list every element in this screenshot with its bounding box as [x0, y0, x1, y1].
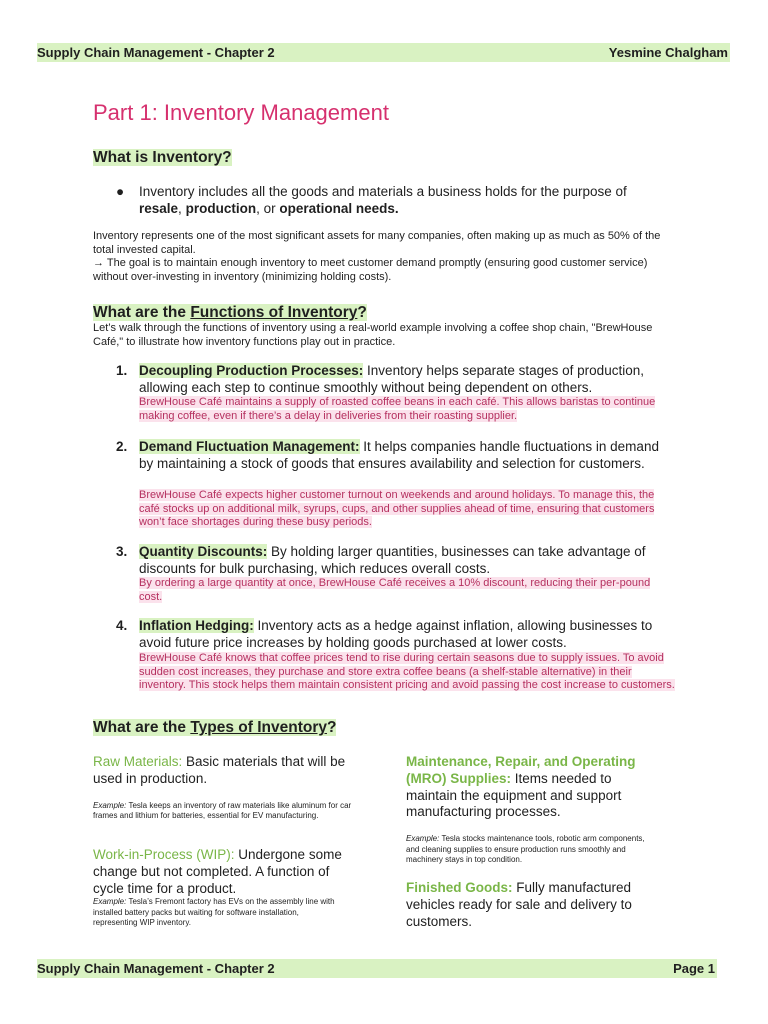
example-text: BrewHouse Café maintains a supply of roasted coffee beans in each café. This allows baristas to continue making coffee, even if there’s a delay in deliveries from their roasting supplier.	[139, 396, 656, 422]
page-header	[37, 43, 730, 62]
type-mro: Maintenance, Repair, and Operating (MRO) Supplies: Items needed to maintain the equipment and support manufacturing processes. Example: Tesla stocks maintenance tools, robotic arm components, and cleaning supplies to ensure production runs smoothly and machinery stays in top condition.	[406, 754, 645, 865]
functions-heading: What are the Functions of Inventory?	[93, 304, 367, 321]
type-raw-materials: Raw Materials: Basic materials that will be used in production. Example: Tesla keeps an inventory of raw materials like aluminum for car frames and lithium for batteries, essential for EV manufacturing.	[93, 754, 352, 821]
functions-link[interactable]: Functions of Inventory	[190, 304, 358, 321]
page-number: Page 1	[673, 961, 715, 976]
type-wip: Work-in-Process (WIP): Undergone some change but not completed. A function of cycle time for a product. Example: Tesla’s Fremont factory has EVs on the assembly line with installed battery packs but waiting for software installation, representing WIP inventory.	[93, 847, 342, 928]
part-title: Part 1: Inventory Management	[93, 100, 389, 125]
example-text: BrewHouse Café knows that coffee prices tend to rise during certain seasons due to supply issues. To avoid sudden cost increases, they purchase and store extra coffee beans (a shelf-stable alternative) in their inventory. This stock helps them maintain consistent pricing and avoid passing the cost increase to customers.	[139, 652, 675, 691]
bullet-icon: ●	[116, 184, 125, 199]
header-title: Supply Chain Management - Chapter 2	[37, 45, 275, 60]
inventory-paragraph: Inventory represents one of the most significant assets for many companies, often making up as much as 50% of the total invested capital. → The goal is to maintain enough inventory to meet customer demand promptly (ensuring good customer service) without over-investing in inventory (minimizing holding costs).	[93, 230, 661, 283]
header-author: Yesmine Chalgham	[608, 45, 728, 60]
footer-title: Supply Chain Management - Chapter 2	[37, 961, 275, 976]
what-is-heading: What is Inventory?	[93, 149, 232, 166]
example-text: By ordering a large quantity at once, BrewHouse Café receives a 10% discount, reducing their per-pound cost.	[139, 577, 651, 603]
page-footer	[37, 959, 717, 978]
type-finished-goods: Finished Goods: Fully manufactured vehicles ready for sale and delivery to customers.	[406, 880, 632, 929]
functions-intro: Let’s walk through the functions of inventory using a real-world example involving a coffee shop chain, "BrewHouse Café," to illustrate how inventory functions play out in practice.	[93, 322, 653, 348]
types-link[interactable]: Types of Inventory	[190, 719, 327, 736]
example-text: BrewHouse Café expects higher customer turnout on weekends and around holidays. To manage this, the café stocks up on additional milk, syrups, cups, and other supplies ahead of time, ensuring that customers won’t face shortages during these busy periods.	[139, 489, 655, 528]
types-heading: What are the Types of Inventory?	[93, 719, 337, 736]
